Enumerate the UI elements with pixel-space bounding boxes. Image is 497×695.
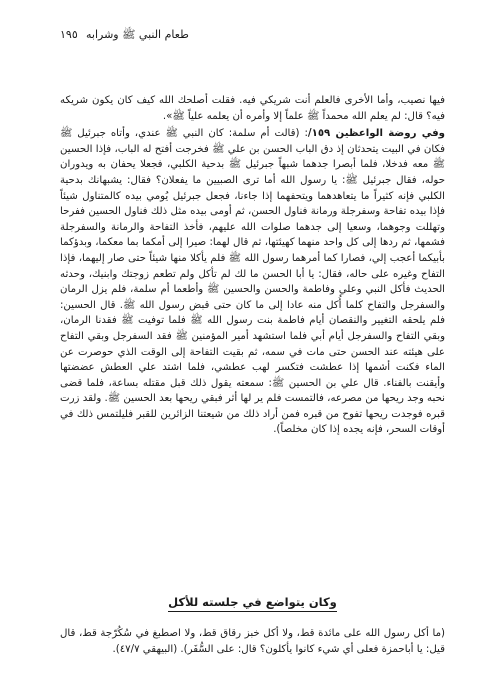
page-header [60,28,437,44]
paragraph-text: : (قالت أم سلمة: كان النبي ﷺ عندي، وأتاه جبرئيل ﷺ فكان في البيت يتحدثان إذ دق الباب الحسن بن علي ﷺ فخرجت أفتح له الباب، فإذا الحسين ﷺ معه فدخلا، فلما أبصرا جدهما شبهاً جبرئيل ﷺ بدحية الكلبي، فجعلا يحفان به ويدوران حوله، فقال جبرئيل ﷺ: يا رسول الله أما ترى الصبيين ما يفعلان؟ فقال: يشبهانك بدحية الكلبي فإنه كثيراً ما يتعاهدهما ويتحفهما إذا جاءنا، فجعل جبرئيل يُومي بيده كالمتناول شيئاً فإذا بيده تفاحة وسفرجلة ورمانة فناول الحسن، ثم أومى بيده مثل ذلك فناول الحسين ففرحا وتهللت وجوهما، وسعيا إلى جدهما صلوات الله عليهم، فأخذ التفاحة والرمانة والسفرجلة فشمها، ثم ردها إلى كل واحد منهما كهيئتها، ثم قال لهما: صيرا إلى أمكما بما معكما، وبدؤكما بأبيكما أعجب إلي، فصارا كما أمرهما رسول الله ﷺ فلم يأكلا منها شيئاً حتى صار إليهما، فإذا التفاح وغيره على حاله، فقال: يا أبا الحسن ما لك لم تأكل ولم تطعم زوجتك وابنيك، وحدثه الحديث فأكل النبي وعلي وفاطمة والحسن والحسين ﷺ وأطعما أم سلمة، فلم يزل الرمان والسفرجل والتفاح كلما أُكل منه عادا إلى ما كان حتى قبض رسول الله ﷺ. قال الحسين: فلم يلحقه التغيير والنقصان أيام فاطمة بنت رسول الله ﷺ فلما توفيت ﷺ فقدنا الرمان، وبقي التفاح والسفرجل أيام أبي فلما استشهد أمير المؤمنين ﷺ فقد السفرجل وبقي التفاح على هيئته عند الحسن حتى مات في سمه، ثم بقيت التفاحة إلى الوقت الذي حوصرت عن الماء فكنت أشمها إذا عطشت فتكسر لهب عطشي، فلما اشتد علي العطش عضضتها وأيقنت بالفناء. قال علي بن الحسين ﷺ: سمعته يقول ذلك قبل مقتله بساعة، فلما قضى نحبه وجد ريحها من مصرعه، فالتمست فلم ير لها أثر فبقي ريحها بعد الحسين ﷺ. ولقد زرت قبره فوجدت ريحها تفوح من قبره فمن أراد ذلك من شيعتنا الزائرين للقبر فليلتمس ذلك في أوقات السحر، فإنه يجده إذا كان مخلصاً). [60,128,445,436]
paragraph-text: (ما أكل رسول الله على مائدة قط، ولا أكل خبز رقاق قط، ولا اصطبغ في سُكُرّجة قط، قال قيل: يا أباحمزة فعلى أي شيء كانوا يأكلون؟ قال: على السُّفَر). (البيهقي ٤٧/٧). [60,628,445,655]
paragraph [60,626,445,657]
paragraph [60,126,445,438]
page-number: ١٩٥ [60,28,78,41]
section-heading [60,595,445,609]
paragraph-lead: وفي روضة الواعظين ١٥٩/ [307,128,446,140]
section-heading-text: وكان يتواضع في جلسته للأكل [168,595,337,612]
paragraph-text: فيها نصيب، وأما الأخرى فالعلم أنت شريكي فيه. فقلت أصلحك الله كيف كان يكون شريكه فيه؟ قال: لم يعلم الله محمداً ﷺ علماً إلا وأمره أن يعلمه علياً ﷺ». [60,95,445,122]
running-title: طعام النبي ﷺ وشرابه [86,28,189,41]
body-text [60,93,445,438]
section-body [60,626,445,657]
paragraph [60,93,445,124]
